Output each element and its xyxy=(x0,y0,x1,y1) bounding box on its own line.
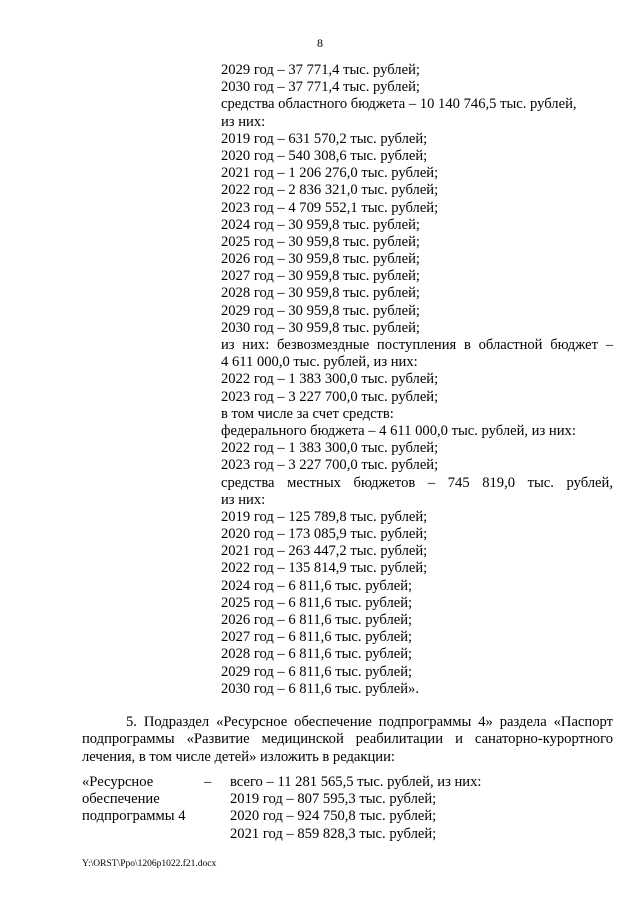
list-line: 2030 год – 37 771,4 тыс. рублей; xyxy=(221,79,420,96)
table-row xyxy=(82,826,613,843)
table-value: 2019 год – 807 595,3 тыс. рублей; xyxy=(230,791,437,808)
list-line: 2026 год – 6 811,6 тыс. рублей; xyxy=(221,612,413,628)
list-line: 2023 год – 4 709 552,1 тыс. рублей; xyxy=(221,199,439,216)
list-line: средства областного бюджета – 10 140 746,5 тыс. рублей, xyxy=(221,96,577,113)
list-line: 2023 год – 3 227 700,0 тыс. рублей; xyxy=(221,388,439,405)
list-line: из них: безвозмездные поступления в областной бюджет – xyxy=(221,337,613,353)
table-value: 2020 год – 924 750,8 тыс. рублей; xyxy=(230,808,437,825)
list-line: 2021 год – 263 447,2 тыс. рублей; xyxy=(221,543,428,560)
list-line: 2020 год – 173 085,9 тыс. рублей; xyxy=(221,526,428,543)
list-line: 2022 год – 1 383 300,0 тыс. рублей; xyxy=(221,440,439,457)
list-line: федерального бюджета – 4 611 000,0 тыс. рублей, из них: xyxy=(221,422,576,439)
list-line: 2024 год – 6 811,6 тыс. рублей; xyxy=(221,577,413,594)
list-line: 2019 год – 631 570,2 тыс. рублей; xyxy=(221,130,428,147)
table-label: подпрограммы 4 xyxy=(82,808,186,825)
list-line: 2024 год – 30 959,8 тыс. рублей; xyxy=(221,216,420,233)
list-line: 2022 год – 135 814,9 тыс. рублей; xyxy=(221,560,428,577)
list-line: 2028 год – 6 811,6 тыс. рублей; xyxy=(221,646,413,663)
list-line: 2029 год – 30 959,8 тыс. рублей; xyxy=(221,302,420,319)
resource-table xyxy=(82,774,613,843)
list-line: 2025 год – 6 811,6 тыс. рублей; xyxy=(221,594,413,611)
list-line: 2027 год – 30 959,8 тыс. рублей; xyxy=(221,268,420,285)
budget-list xyxy=(221,62,613,698)
list-line: 2020 год – 540 308,6 тыс. рублей; xyxy=(221,147,428,164)
list-line: 2026 год – 30 959,8 тыс. рублей; xyxy=(221,251,420,268)
list-line: 2029 год – 6 811,6 тыс. рублей; xyxy=(221,663,413,680)
list-line: 2022 год – 1 383 300,0 тыс. рублей; xyxy=(221,371,439,388)
list-line: из них: xyxy=(221,491,266,508)
list-line: 2019 год – 125 789,8 тыс. рублей; xyxy=(221,508,428,525)
table-label: обеспечение xyxy=(82,791,160,808)
list-line: 2022 год – 2 836 321,0 тыс. рублей; xyxy=(221,182,439,199)
list-line: 2023 год – 3 227 700,0 тыс. рублей; xyxy=(221,457,439,474)
list-line: 4 611 000,0 тыс. рублей, из них: xyxy=(221,354,418,371)
table-dash: – xyxy=(204,774,212,790)
list-line: средства местных бюджетов – 745 819,0 тыс. рублей, xyxy=(221,474,613,491)
list-line: в том числе за счет средств: xyxy=(221,405,394,422)
list-line: 2027 год – 6 811,6 тыс. рублей; xyxy=(221,629,413,646)
page-number: 8 xyxy=(317,36,323,50)
list-line: 2021 год – 1 206 276,0 тыс. рублей; xyxy=(221,165,439,182)
table-row xyxy=(82,774,613,791)
table-label: «Ресурсное xyxy=(82,774,154,790)
table-value: всего – 11 281 565,5 тыс. рублей, из них: xyxy=(230,774,482,790)
table-row xyxy=(82,808,613,825)
table-value: 2021 год – 859 828,3 тыс. рублей; xyxy=(230,825,437,842)
list-line: 2025 год – 30 959,8 тыс. рублей; xyxy=(221,233,420,250)
paragraph-text: 5. Подраздел «Ресурсное обеспечение подпрограммы 4» раздела «Паспорт подпрограммы «Развитие медицинской реабилитации и санаторно-курортного лечения, в том числе детей» изложить в редакции: xyxy=(82,714,613,765)
file-path-footer: Y:\ORST\Ppo\1206p1022.f21.docx xyxy=(82,859,217,869)
list-line: 2029 год – 37 771,4 тыс. рублей; xyxy=(221,62,420,78)
list-line: 2030 год – 6 811,6 тыс. рублей». xyxy=(221,680,419,697)
list-line: 2028 год – 30 959,8 тыс. рублей; xyxy=(221,285,420,302)
list-line: из них: xyxy=(221,113,266,130)
list-line: 2030 год – 30 959,8 тыс. рублей; xyxy=(221,319,420,336)
table-row xyxy=(82,791,613,808)
amendment-paragraph xyxy=(82,714,613,766)
